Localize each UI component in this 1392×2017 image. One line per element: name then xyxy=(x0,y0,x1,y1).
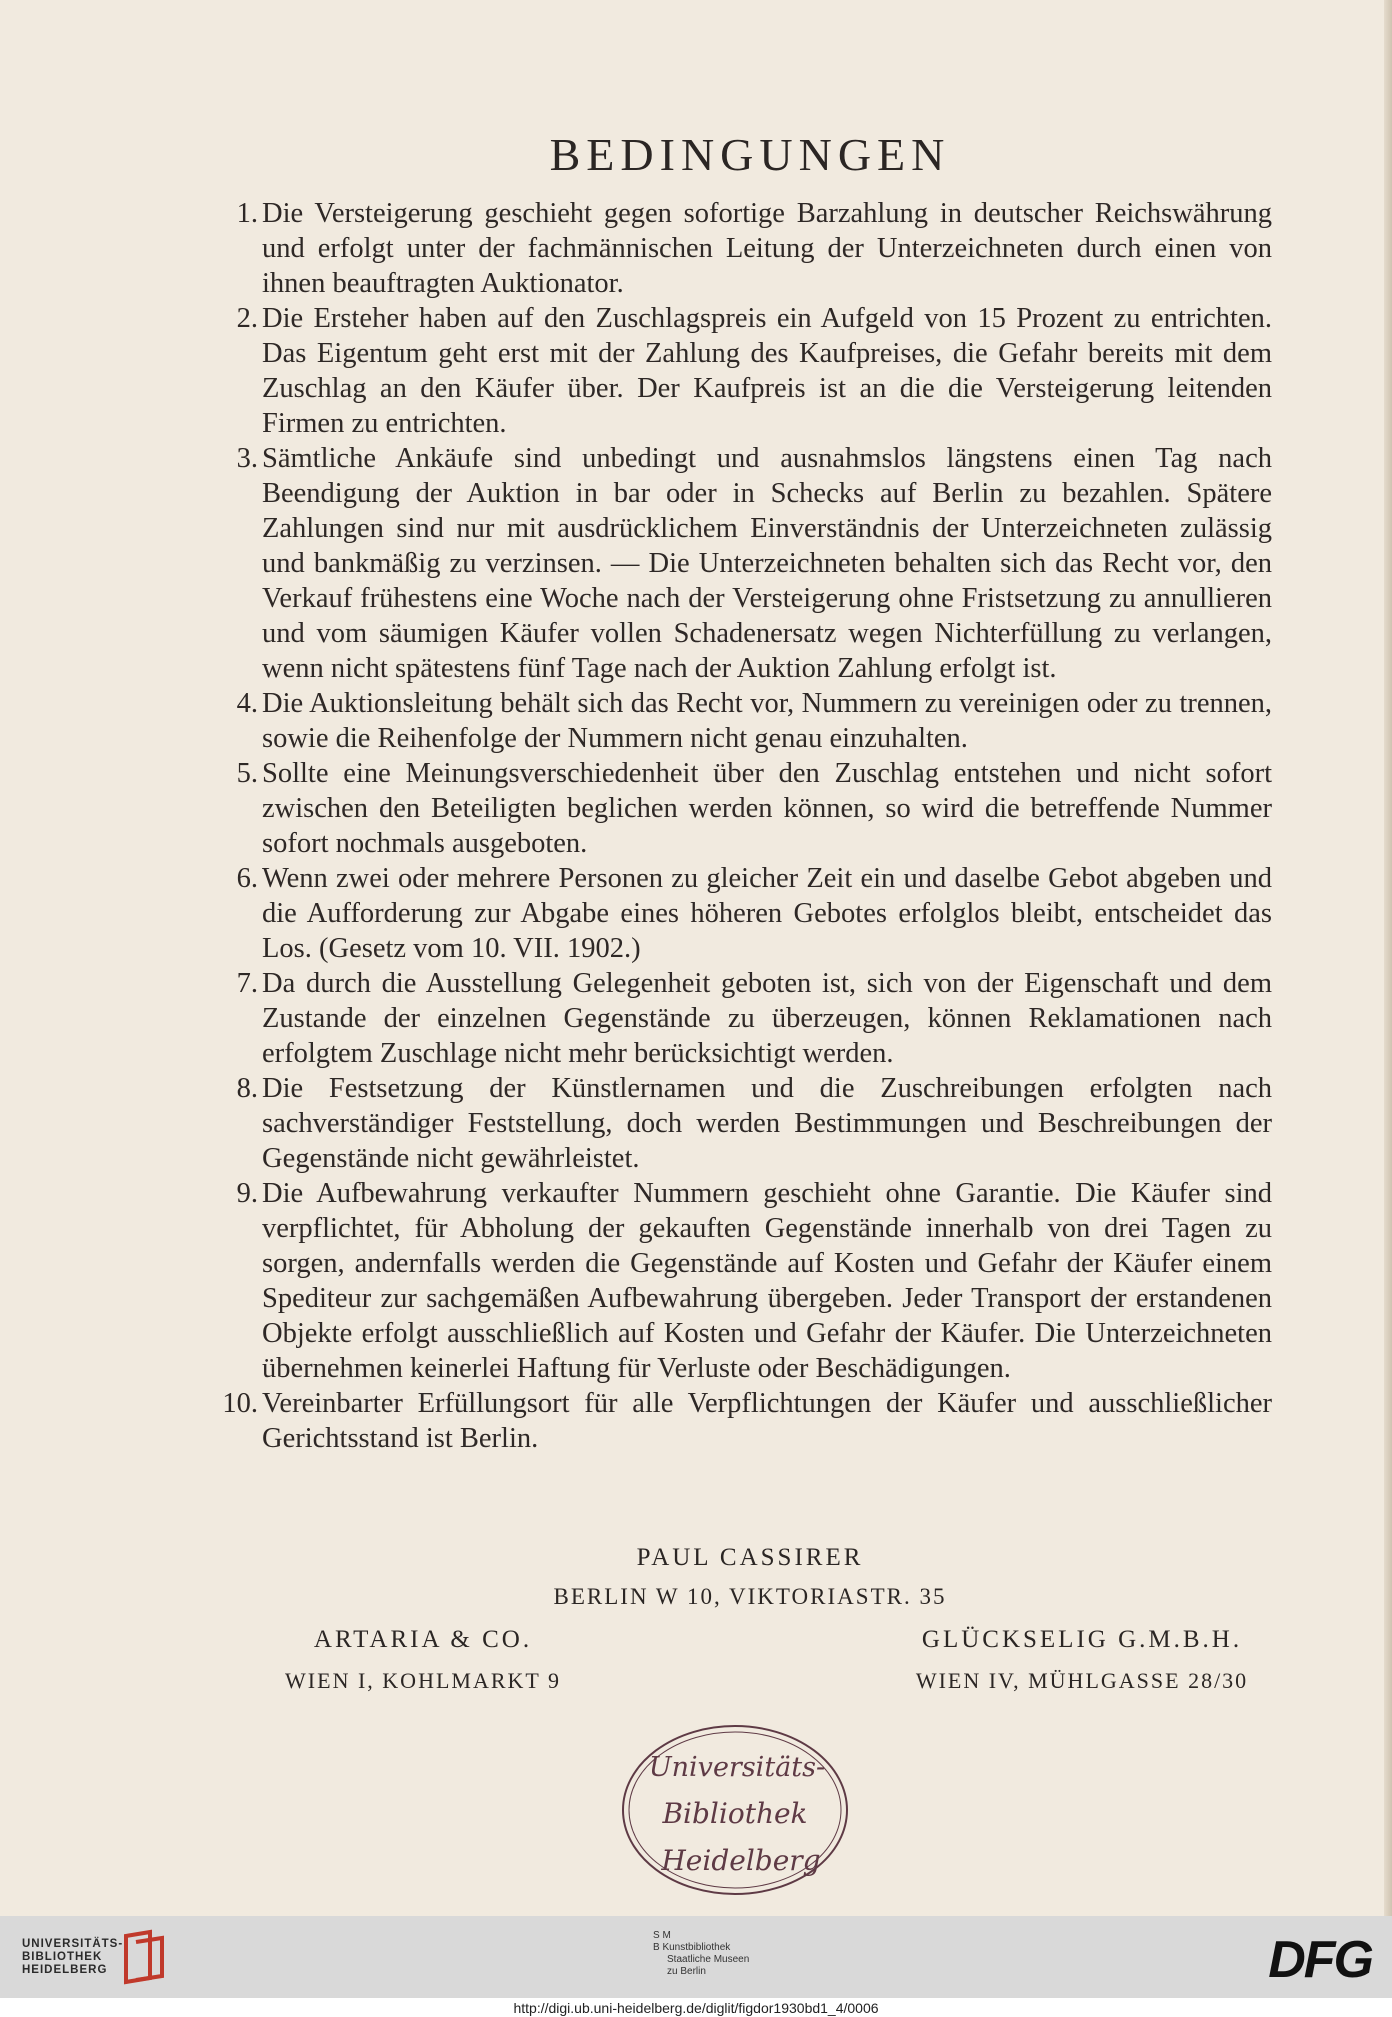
sm-line-4: zu Berlin xyxy=(667,1966,706,1977)
condition-number: 2. xyxy=(236,303,258,334)
sm-line-2: B Kunstbibliothek xyxy=(653,1942,731,1953)
condition-text: Da durch die Ausstellung Gelegenheit geboten ist, sich von der Eigenschaft und dem Zustande der einzelnen Gegenstände zu überzeugen, können Reklamationen nach erfolgtem Zuschlage nicht mehr berücksichtigt werden. xyxy=(262,968,1272,1069)
condition-item xyxy=(200,1386,1272,1456)
library-mark-icon xyxy=(116,1928,172,1986)
footer-band xyxy=(0,1916,1392,1998)
condition-text: Die Auktionsleitung behält sich das Recht vor, Nummern zu vereinigen oder zu trennen, sowie die Reihenfolge der Nummern nicht genau einzuhalten. xyxy=(262,688,1272,754)
glueckselig-block xyxy=(882,1622,1282,1698)
library-name-line-1: UNIVERSITÄTS- xyxy=(22,1938,124,1950)
condition-item xyxy=(200,441,1272,686)
condition-item xyxy=(200,686,1272,756)
footer xyxy=(0,1916,1392,2017)
library-name-line-3: HEIDELBERG xyxy=(22,1964,108,1976)
stamp-line-2: Bibliothek xyxy=(662,1797,808,1830)
condition-text: Die Aufbewahrung verkaufter Nummern geschieht ohne Garantie. Die Käufer sind verpflichtet, für Abholung der gekauften Gegenstände innerhalb von drei Tagen zu sorgen, andernfalls werden die Gegenstände auf Kosten und Gefahr der Käufer einem Spediteur zur sachgemäßen Aufbewahrung übergeben. Jeder Transport der erstandenen Objekte erfolgt ausschließlich auf Kosten und Gefahr der Käufer. Die Unterzeichneten übernehmen keinerlei Haftung für Verluste oder Beschädigungen. xyxy=(262,1178,1272,1384)
condition-item xyxy=(200,196,1272,301)
conditions-list xyxy=(200,196,1272,1456)
sm-logo[interactable] xyxy=(653,1930,793,1978)
glueckselig-address: WIEN IV, MÜHLGASSE 28/30 xyxy=(915,1668,1249,1693)
page-title: BEDINGUNGEN xyxy=(549,129,951,180)
condition-text: Die Ersteher haben auf den Zuschlagspreis ein Aufgeld von 15 Prozent zu entrichten. Das Eigentum geht erst mit der Zahlung des Kaufpreises, die Gefahr bereits mit dem Zuschlag an den Käufer über. Der Kaufpreis ist an die die Versteigerung leitenden Firmen zu entrichten. xyxy=(262,303,1272,439)
condition-number: 6. xyxy=(236,863,258,894)
footer-url-link[interactable]: http://digi.ub.uni-heidelberg.de/diglit/figdor1930bd1_4/0006 xyxy=(513,2000,879,2016)
stamp-line-1: Universitäts- xyxy=(648,1752,826,1783)
condition-number: 5. xyxy=(236,758,258,789)
condition-text: Wenn zwei oder mehrere Personen zu gleicher Zeit ein und daselbe Gebot abgeben und die Aufforderung zur Abgabe eines höheren Gebotes erfolglos bleibt, entscheidet das Los. (Gesetz vom 10. VII. 1902.) xyxy=(262,863,1272,964)
condition-number: 7. xyxy=(236,968,258,999)
condition-item xyxy=(200,1071,1272,1176)
condition-number: 1. xyxy=(236,198,258,229)
glueckselig-name: GLÜCKSELIG G.M.B.H. xyxy=(921,1626,1243,1653)
condition-number: 3. xyxy=(236,443,258,474)
condition-text: Vereinbarter Erfüllungsort für alle Verpflichtungen der Käufer und ausschließlicher Gerichtsstand ist Berlin. xyxy=(262,1388,1272,1454)
library-stamp xyxy=(615,1720,855,1900)
sm-line-1: S M xyxy=(653,1930,671,1941)
library-logo[interactable] xyxy=(22,1938,123,1977)
condition-number: 10. xyxy=(222,1388,258,1419)
condition-item xyxy=(200,756,1272,861)
artaria-address: WIEN I, KOHLMARKT 9 xyxy=(285,1668,561,1693)
condition-number: 8. xyxy=(236,1073,258,1104)
condition-item xyxy=(200,301,1272,441)
dfg-logo[interactable]: DFG xyxy=(1268,1931,1372,1989)
condition-item xyxy=(200,966,1272,1071)
condition-text: Sollte eine Meinungsverschiedenheit über den Zuschlag entstehen und nicht sofort zwischen den Beteiligten beglichen werden können, so wird die betreffende Nummer sofort nochmals ausgeboten. xyxy=(262,758,1272,859)
cassirer-address: BERLIN W 10, VIKTORIASTR. 35 xyxy=(553,1584,947,1609)
artaria-block xyxy=(258,1622,588,1698)
stamp-line-3: Heidelberg xyxy=(661,1844,821,1877)
condition-item xyxy=(200,1176,1272,1386)
condition-item xyxy=(200,861,1272,966)
page-edge xyxy=(1384,0,1392,1916)
condition-number: 4. xyxy=(236,688,258,719)
artaria-name: ARTARIA & CO. xyxy=(313,1626,533,1653)
condition-text: Sämtliche Ankäufe sind unbedingt und ausnahmslos längstens einen Tag nach Beendigung der Auktion in bar oder in Schecks auf Berlin zu bezahlen. Spätere Zahlungen sind nur mit ausdrücklichem Einverständnis der Unterzeichneten zulässig und bankmäßig zu verzinsen. — Die Unterzeichneten behalten sich das Recht vor, den Verkauf frühestens eine Woche nach der Versteigerung ohne Fristsetzung zu annullieren und vom säumigen Käufer vollen Schadenersatz wegen Nichterfüllung zu verlangen, wenn nicht spätestens fünf Tage nach der Auktion Zahlung erfolgt ist. xyxy=(262,443,1272,684)
condition-text: Die Versteigerung geschieht gegen sofortige Barzahlung in deutscher Reichswährung und erfolgt unter der fachmännischen Leitung der Unterzeichneten durch einen von ihnen beauftragten Auktionator. xyxy=(262,198,1272,299)
cassirer-name: PAUL CASSIRER xyxy=(636,1544,864,1571)
sm-line-3: Staatliche Museen xyxy=(667,1954,750,1965)
library-name-line-2: BIBLIOTHEK xyxy=(22,1951,103,1963)
condition-number: 9. xyxy=(236,1178,258,1209)
condition-text: Die Festsetzung der Künstlernamen und die Zuschreibungen erfolgten nach sachverständiger Feststellung, doch werden Bestimmungen und Beschreibungen der Gegenstände nicht gewährleistet. xyxy=(262,1073,1272,1174)
